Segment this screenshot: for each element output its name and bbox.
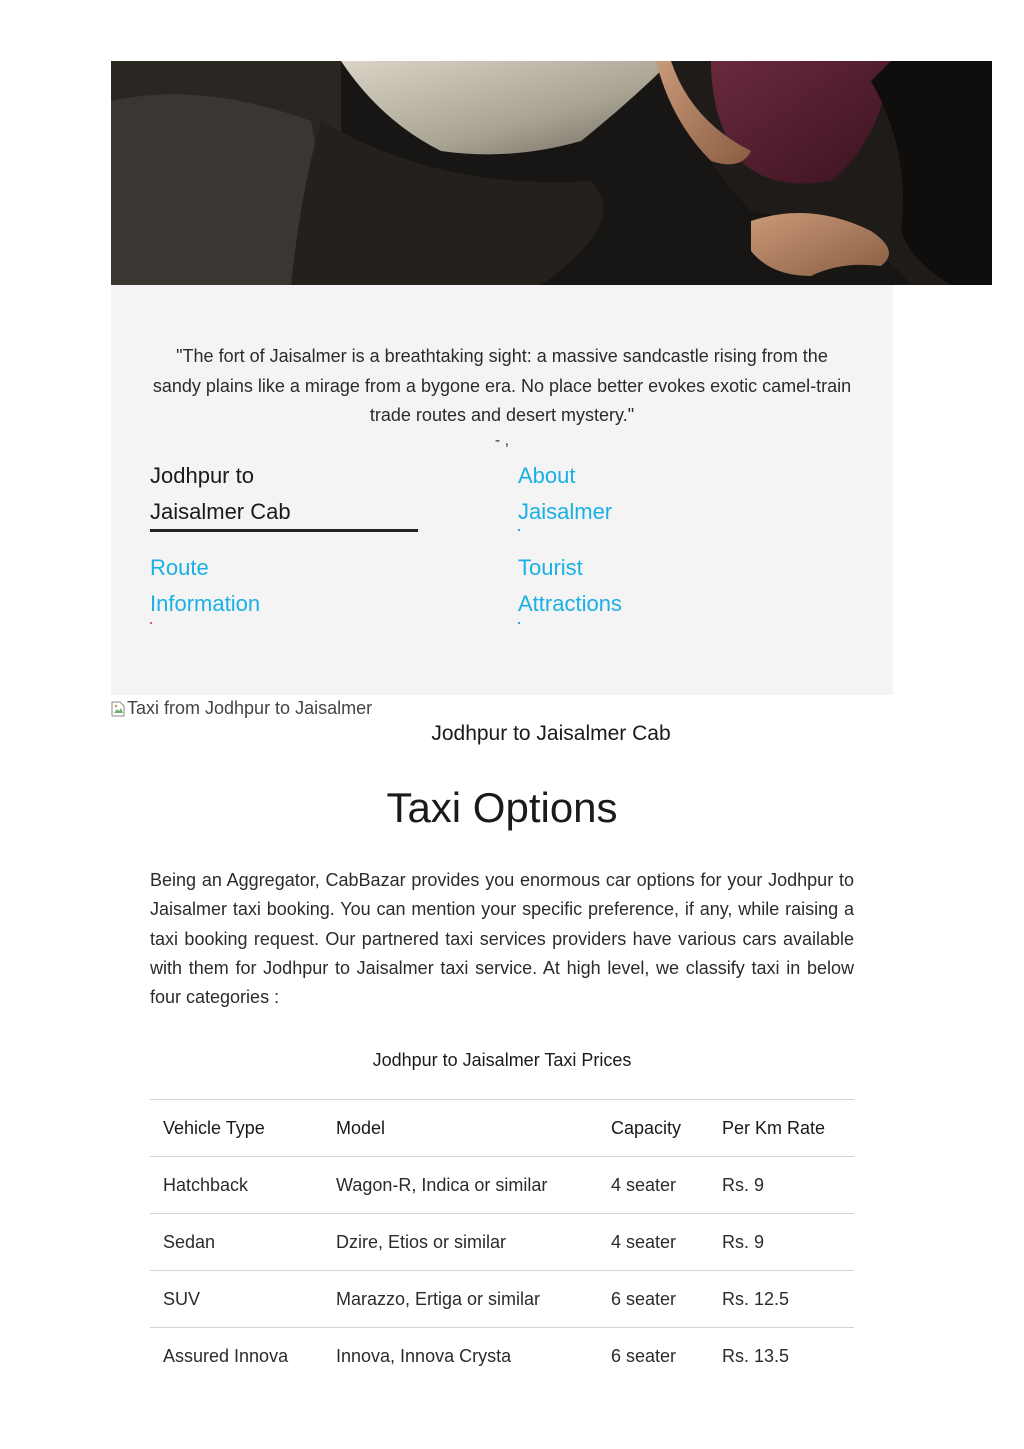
quote-panel xyxy=(111,285,893,695)
tab-label-line2: Jaisalmer Cab xyxy=(150,498,291,524)
cell-model: Wagon-R, Indica or similar xyxy=(323,1157,598,1214)
cell-model: Dzire, Etios or similar xyxy=(323,1214,598,1271)
table-row xyxy=(150,1214,854,1271)
broken-image-icon xyxy=(111,701,125,717)
table-caption: Jodhpur to Jaisalmer Taxi Prices xyxy=(372,1050,632,1070)
table-row xyxy=(150,1157,854,1214)
table-header-row xyxy=(150,1100,854,1157)
cell-model: Innova, Innova Crysta xyxy=(323,1328,598,1385)
cell-rate: Rs. 9 xyxy=(709,1214,854,1271)
cell-capacity: 4 seater xyxy=(598,1157,709,1214)
header-vehicle-type: Vehicle Type xyxy=(150,1100,323,1157)
tab-label-line1: Route xyxy=(150,555,209,580)
cell-capacity: 4 seater xyxy=(598,1214,709,1271)
hero-photo-illustration xyxy=(111,61,992,285)
image-caption: Jodhpur to Jaisalmer Cab xyxy=(431,722,671,745)
tab-tourist-attractions[interactable] xyxy=(518,550,622,621)
tab-label-line1: Jodhpur to xyxy=(150,463,254,488)
tab-indicator xyxy=(518,622,520,624)
header-model: Model xyxy=(323,1100,598,1157)
taxi-image xyxy=(111,698,372,719)
tab-label-line2: Attractions xyxy=(518,590,622,616)
tab-route-information[interactable] xyxy=(150,550,260,621)
cell-vehicle-type: Sedan xyxy=(150,1214,323,1271)
quote-attribution: - , xyxy=(494,432,510,449)
cell-capacity: 6 seater xyxy=(598,1271,709,1328)
tab-label-line2: Jaisalmer xyxy=(518,498,613,524)
tab-about-jaisalmer[interactable] xyxy=(518,458,612,529)
cell-vehicle-type: SUV xyxy=(150,1271,323,1328)
active-tab-underline xyxy=(150,529,418,532)
quote-text: "The fort of Jaisalmer is a breathtaking sight: a massive sandcastle rising from the sandy plains like a mirage from a bygone era. No place better evokes exotic camel-train trade routes and desert mystery." xyxy=(152,346,852,425)
header-capacity: Capacity xyxy=(598,1100,709,1157)
tab-label-line1: About xyxy=(518,463,576,488)
table-row xyxy=(150,1271,854,1328)
tab-label-line1: Tourist xyxy=(518,555,583,580)
cell-rate: Rs. 13.5 xyxy=(709,1328,854,1385)
cell-rate: Rs. 12.5 xyxy=(709,1271,854,1328)
tab-indicator xyxy=(518,529,520,531)
tab-label-line2: Information xyxy=(150,590,261,616)
tab-indicator xyxy=(150,622,152,624)
section-intro: Being an Aggregator, CabBazar provides you enormous car options for your Jodhpur to Jaisalmer taxi booking. You can mention your specific preference, if any, while raising a taxi booking request. Our partnered taxi services providers have various cars available with them for Jodhpur to Jaisalmer taxi service. At high level, we classify taxi in below four categories : xyxy=(150,870,854,1008)
cell-vehicle-type: Assured Innova xyxy=(150,1328,323,1385)
cell-model: Marazzo, Ertiga or similar xyxy=(323,1271,598,1328)
section-title: Taxi Options xyxy=(386,784,618,831)
taxi-prices-table xyxy=(150,1099,854,1384)
cell-rate: Rs. 9 xyxy=(709,1157,854,1214)
image-alt-text: Taxi from Jodhpur to Jaisalmer xyxy=(127,698,373,718)
tab-jodhpur-to-jaisalmer-cab[interactable] xyxy=(150,458,291,529)
cell-vehicle-type: Hatchback xyxy=(150,1157,323,1214)
hero-image xyxy=(111,61,992,285)
table-row xyxy=(150,1328,854,1385)
cell-capacity: 6 seater xyxy=(598,1328,709,1385)
header-per-km-rate: Per Km Rate xyxy=(709,1100,854,1157)
